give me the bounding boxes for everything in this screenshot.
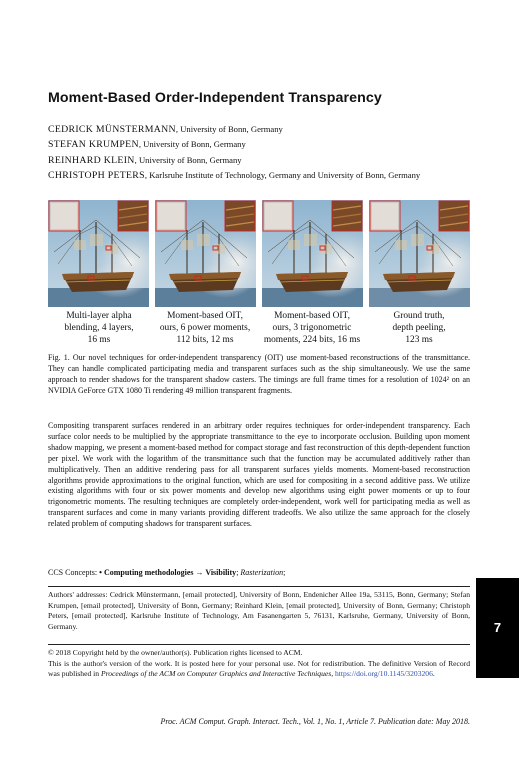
ccs-concepts bbox=[48, 568, 470, 577]
caption-line: Moment-based OIT, bbox=[167, 311, 243, 321]
ship-render-image bbox=[369, 200, 470, 307]
ccs-concept: Computing methodologies → Visibility bbox=[103, 568, 237, 577]
figure-panel-image bbox=[369, 200, 470, 307]
author-affiliation: , University of Bonn, Germany bbox=[175, 124, 283, 134]
journal-name: Proceedings of the ACM on Computer Graphics and Interactive Techniques bbox=[100, 669, 332, 678]
caption-line: ours, 3 trigonometric bbox=[272, 323, 352, 333]
panel-caption bbox=[258, 310, 366, 346]
figure-panel-image bbox=[262, 200, 363, 307]
caption-line: 16 ms bbox=[87, 335, 111, 345]
ship-render-image bbox=[48, 200, 149, 307]
author-name: CEDRICK MÜNSTERMANN bbox=[48, 124, 176, 135]
author-name: STEFAN KRUMPEN bbox=[48, 139, 139, 151]
caption-line: Moment-based OIT, bbox=[274, 311, 350, 321]
figure-panel-image bbox=[48, 200, 149, 307]
ship-render-image bbox=[262, 200, 363, 307]
author-line bbox=[48, 168, 478, 183]
ship-render-image bbox=[155, 200, 256, 307]
ccs-end: ; bbox=[283, 568, 286, 577]
doi-link[interactable]: https://doi.org/10.1145/3203206 bbox=[335, 669, 433, 678]
abstract: Compositing transparent surfaces rendered in an arbitrary order requires techniques for order-independent transparency. Each surface color needs to be multiplied by the appropriate transmittance to the eye to incorporate occlusion. Building upon moment shadow mapping, we present a moment-based method for compact storage and fast reconstruction of this depth-dependent function per pixel. We work with the logarithm of the transmittance such that the function may be accumulated additively rather than multiplicatively. Then an additive rendering pass for all transparent surfaces yields moments. Moment-based reconstruction algorithms provide approximations to the original function, which are used for compositing in a second additive pass. We utilize existing algorithms with four or six power moments and develop new algorithms using eight power moments or up to four trigonometric moments. The resulting techniques are completely order-independent, work well for participating media as well as transparent surfaces and come in many variants providing different tradeoffs. We also utilize the same approach for the closely related problem of computing shadows for transparent surfaces. bbox=[48, 421, 470, 529]
author-line bbox=[48, 137, 478, 152]
divider bbox=[48, 586, 470, 587]
author-list bbox=[48, 122, 478, 184]
caption-line: Multi-layer alpha bbox=[66, 311, 132, 321]
ccs-subconcept: Rasterization bbox=[240, 568, 284, 577]
author-name: REINHARD KLEIN bbox=[48, 154, 135, 166]
author-addresses: Authors' addresses: Cedrick Münstermann, [email protected], University of Bonn, Endenicher Allee 19a, 53115, Bonn, Germany; Stefan Krumpen, [email protected], University of Bonn, Germany; Reinhard Klein, [email protected], University of Bonn, Germany; Christoph Peters, [email protected], Karlsruhe Institute of Technology, Am Fasanengarten 5, 76131, Karlsruhe, Germany, University of Bonn, Germany. bbox=[48, 590, 470, 631]
caption-line: Ground truth, bbox=[393, 311, 445, 321]
version-text: This is the author's version of the work. It is posted here for your personal use. Not for redistribution. The definitive Version of Record was published in bbox=[48, 658, 470, 678]
author-affiliation: , University of Bonn, Germany bbox=[134, 154, 242, 165]
divider bbox=[48, 644, 470, 645]
author-line bbox=[48, 153, 478, 168]
page-footer: Proc. ACM Comput. Graph. Interact. Tech., Vol. 1, No. 1, Article 7. Publication date: May 2018. bbox=[160, 717, 470, 726]
panel-caption bbox=[151, 310, 259, 346]
version-of-record bbox=[48, 659, 470, 680]
ccs-separator: ; bbox=[236, 568, 241, 577]
author-line bbox=[48, 122, 478, 137]
caption-line: 123 ms bbox=[405, 335, 433, 345]
ccs-bullet: • bbox=[99, 568, 104, 577]
caption-line: blending, 4 layers, bbox=[64, 323, 134, 333]
teaser-figure bbox=[48, 200, 470, 308]
copyright-notice bbox=[48, 648, 470, 680]
panel-captions bbox=[48, 310, 470, 350]
caption-line: 112 bits, 12 ms bbox=[176, 335, 234, 345]
figure-caption: Fig. 1. Our novel techniques for order-independent transparency (OIT) use moment-based reconstructions of the transmittance. They can handle complicated participating media and transparent surfaces such as the ship simultaneously. We use the same approach to render shadows for the transparent shadow casters. The timings are full frame times for a resolution of 1024² on an NVIDIA GeForce GTX 1080 Ti rendering 49 million transparent fragments. bbox=[48, 353, 470, 395]
caption-line: depth peeling, bbox=[392, 323, 446, 333]
panel-caption bbox=[45, 310, 153, 346]
article-number: 7 bbox=[493, 620, 502, 635]
version-text: . bbox=[432, 669, 435, 678]
figure-panel-image bbox=[155, 200, 256, 307]
author-name: CHRISTOPH PETERS bbox=[48, 170, 145, 182]
author-affiliation: , University of Bonn, Germany bbox=[138, 139, 246, 150]
copyright-line: © 2018 Copyright held by the owner/author(s). Publication rights licensed to ACM. bbox=[48, 648, 303, 657]
panel-caption bbox=[365, 310, 473, 346]
caption-line: ours, 6 power moments, bbox=[159, 323, 251, 333]
version-text: , bbox=[331, 669, 335, 678]
article-number-tab bbox=[476, 578, 519, 678]
paper-title: Moment-Based Order-Independent Transparency bbox=[48, 90, 382, 106]
ccs-label: CCS Concepts: bbox=[48, 568, 100, 577]
author-affiliation: , Karlsruhe Institute of Technology, Germany and University of Bonn, Germany bbox=[144, 170, 421, 181]
caption-line: moments, 224 bits, 16 ms bbox=[263, 335, 361, 345]
